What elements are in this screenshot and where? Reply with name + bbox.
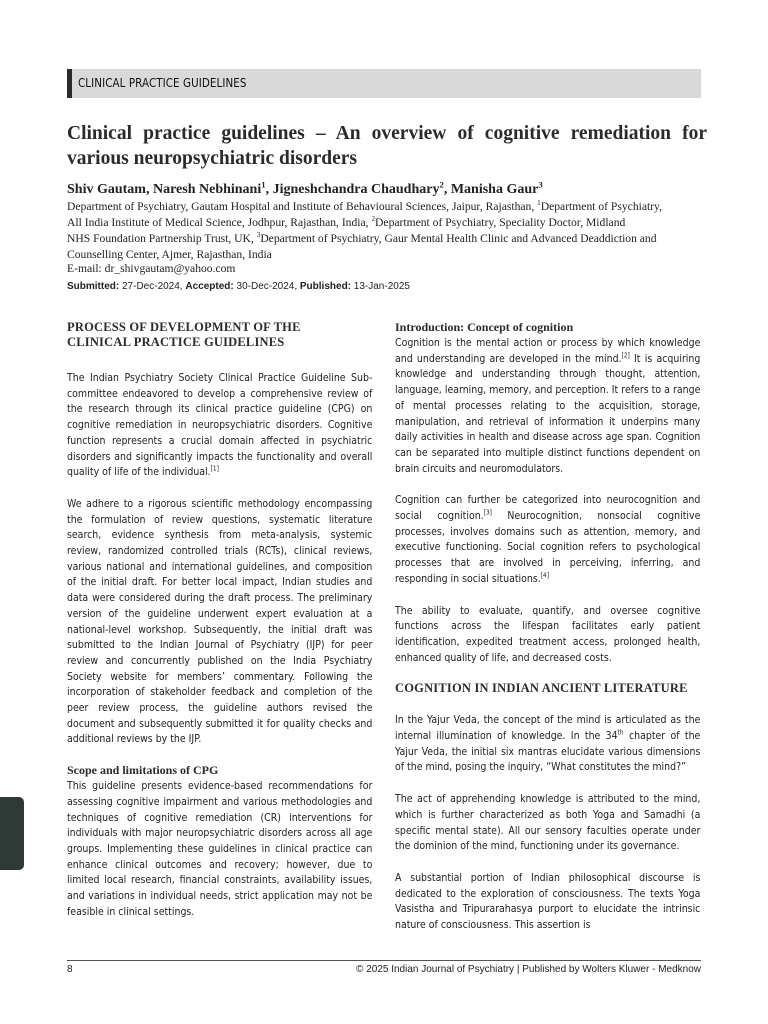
footer-divider xyxy=(67,960,701,961)
paragraph xyxy=(67,370,372,480)
author-list xyxy=(67,181,707,199)
paragraph: We adhere to a rigorous scientific methodology encompassing the formulation of review questions, systematic literature search, evidence synthesis from meta-analysis, systemic review, randomized controlled trials (RCTs), clinical reviews, various national and international guidelines, and composition of the initial draft. For better local impact, Indian studies and data were considered during the draft process. The preliminary version of the guideline underwent expert evaluation at a national-level workshop. Subsequently, the initial draft was submitted to the Indian Journal of Psychiatry (IJP) for peer review and concurrently published on the India Psychiatry Society website for members’ commentary. Following the incorporation of stakeholder feedback and completion of the peer review process, the guideline authors revised the document and subsequently submitted it for quality checks and additional reviews by the IJP. xyxy=(67,496,373,746)
article-title: Clinical practice guidelines – An overview of cognitive remediation for various neuropsychiatric disorders xyxy=(67,123,707,169)
author-3-affil-mark: 2 xyxy=(439,179,444,190)
paragraph: The ability to evaluate, quantify, and oversee cognitive functions across the lifespan facilitates early patient identification, expedited treatment access, prolonged health, enhanced quality of life, and decreased costs. xyxy=(395,603,701,664)
affiliation-line xyxy=(67,215,707,231)
paragraph xyxy=(395,492,700,586)
author-4-affil-mark: 3 xyxy=(538,179,543,190)
affiliation-text: All India Institute of Medical Science, Jodhpur, Rajasthan, India, xyxy=(67,216,372,229)
section-heading xyxy=(67,320,372,350)
section-heading-line: CLINICAL PRACTICE GUIDELINES xyxy=(67,335,285,349)
author-2-affil-mark: 1 xyxy=(261,179,266,190)
affiliation-line xyxy=(67,199,707,215)
author-1: Shiv Gautam, xyxy=(67,182,153,197)
banner-accent-bar xyxy=(67,69,72,98)
section-heading: COGNITION IN INDIAN ANCIENT LITERATURE xyxy=(395,681,688,696)
affiliation-mark: 1 xyxy=(537,199,541,208)
affiliation-text: Department of Psychiatry, xyxy=(540,200,663,213)
citation-ref[interactable]: [4] xyxy=(540,571,549,580)
citation-ref[interactable]: [1] xyxy=(210,464,219,473)
paragraph xyxy=(395,712,700,775)
paragraph xyxy=(395,335,700,476)
citation-ref[interactable]: [2] xyxy=(621,351,630,360)
paragraph: A substantial portion of Indian philosophical discourse is dedicated to the exploration of consciousness. The texts Yoga Vasistha and Tripurarahasya purport to elucidate the intrinsic nature of consciousness. This assertion is xyxy=(395,870,701,932)
author-2: Naresh Nebhinani xyxy=(152,182,262,197)
corresponding-email[interactable]: E-mail: dr_shivgautam@yahoo.com xyxy=(67,262,236,275)
affiliation-text: Department of Psychiatry, Gautam Hospital and Institute of Behavioural Sciences, Jaipur, Rajasthan, xyxy=(67,200,538,213)
journal-footer: © 2025 Indian Journal of Psychiatry | Published by Wolters Kluwer - Medknow xyxy=(356,964,701,975)
paragraph-text: Cognition can further be categorized into neurocognition and social cognition. xyxy=(395,493,701,523)
author-3: , Jigneshchandra Chaudhary xyxy=(265,182,440,197)
accepted-date: 30-Dec-2024, xyxy=(233,281,300,292)
author-4: , Manisha Gaur xyxy=(443,182,539,197)
ordinal-suffix: th xyxy=(617,728,624,737)
side-thumb-tab xyxy=(0,797,24,870)
paragraph-text: Cognition is the mental action or process by which knowledge and understanding are developed in the mind. xyxy=(395,336,701,365)
affiliation-line xyxy=(67,231,707,247)
citation-ref[interactable]: [3] xyxy=(483,508,492,517)
section-label: CLINICAL PRACTICE GUIDELINES xyxy=(78,76,247,90)
subsection-heading: Scope and limitations of CPG xyxy=(67,763,219,778)
subsection-heading: Introduction: Concept of cognition xyxy=(395,320,574,334)
paragraph-text: It is acquiring knowledge and understanding through thought, attention, language, learning, memory, and perception. It refers to a range of mental processes relating to the acquisition, storage, manipulation, and retrieval of information it underpins many daily activities in health and disease across age span. Cognition can be separated into multiple distinct functions dependent on brain circuits and neuromodulators. xyxy=(395,351,701,475)
right-column xyxy=(395,320,700,933)
affiliation-text: Department of Psychiatry, Speciality Doctor, Midland xyxy=(375,216,626,229)
affiliation-mark: 2 xyxy=(371,215,376,224)
paragraph-text: chapter of the Yajur Veda, the initial six mantras elucidate various dimensions of the mind, posing the inquiry, “What constitutes the mind?” xyxy=(395,729,701,774)
section-heading-line: PROCESS OF DEVELOPMENT OF THE xyxy=(67,320,301,334)
submitted-label: Submitted: xyxy=(67,281,120,292)
affiliations xyxy=(67,199,707,263)
page-number: 8 xyxy=(67,964,73,975)
published-date: 13-Jan-2025 xyxy=(351,281,410,292)
affiliation-text: Department of Psychiatry, Gaur Mental Health Clinic and Advanced Deaddiction and xyxy=(260,232,657,245)
section-banner xyxy=(67,69,701,98)
paragraph-text: In the Yajur Veda, the concept of the mind is articulated as the internal illumination of knowledge. In the 34 xyxy=(395,713,701,743)
affiliation-mark: 3 xyxy=(256,231,261,240)
paragraph: This guideline presents evidence-based recommendations for assessing cognitive impairment and various methodologies and techniques of cognitive remediation (CR) interventions for individuals with major neuropsychiatric disorders across all age groups. Implementing these guidelines in clinical practice can enhance clinical outcomes and recovery; however, due to limited local research, financial constraints, availability issues, and variations in individual needs, strict application may not be feasible in clinical settings. xyxy=(67,779,373,918)
submitted-date: 27-Dec-2024, xyxy=(119,281,186,292)
paragraph-text: The Indian Psychiatry Society Clinical Practice Guideline Sub-committee endeavored to develop a comprehensive review of the research through its clinical practice guideline (CPG) on cognitive remediation in neuropsychiatric disorders. Cognitive function represents a crucial domain affected in psychiatric disorders and significantly impacts the functionality and overall quality of life of the individual. xyxy=(67,371,373,479)
accepted-label: Accepted: xyxy=(185,281,234,292)
published-label: Published: xyxy=(299,281,352,292)
paragraph: The act of apprehending knowledge is attributed to the mind, which is further characterized as both Yoga and Samadhi (a specific mental state). All our sensory faculties operate under the dominion of the mind, functioning under its governance. xyxy=(395,792,701,853)
left-column xyxy=(67,320,372,920)
publication-dates xyxy=(67,280,410,294)
paragraph-text: Neurocognition, nonsocial cognitive processes, involves domains such as attention, memory, and executive functioning. Social cognition refers to psychological processes that are involved in perceiving, inferring, and responding in social situations. xyxy=(395,509,701,585)
affiliation-text: NHS Foundation Partnership Trust, UK, xyxy=(67,232,257,245)
affiliation-line: Counselling Center, Ajmer, Rajasthan, India xyxy=(67,248,272,261)
